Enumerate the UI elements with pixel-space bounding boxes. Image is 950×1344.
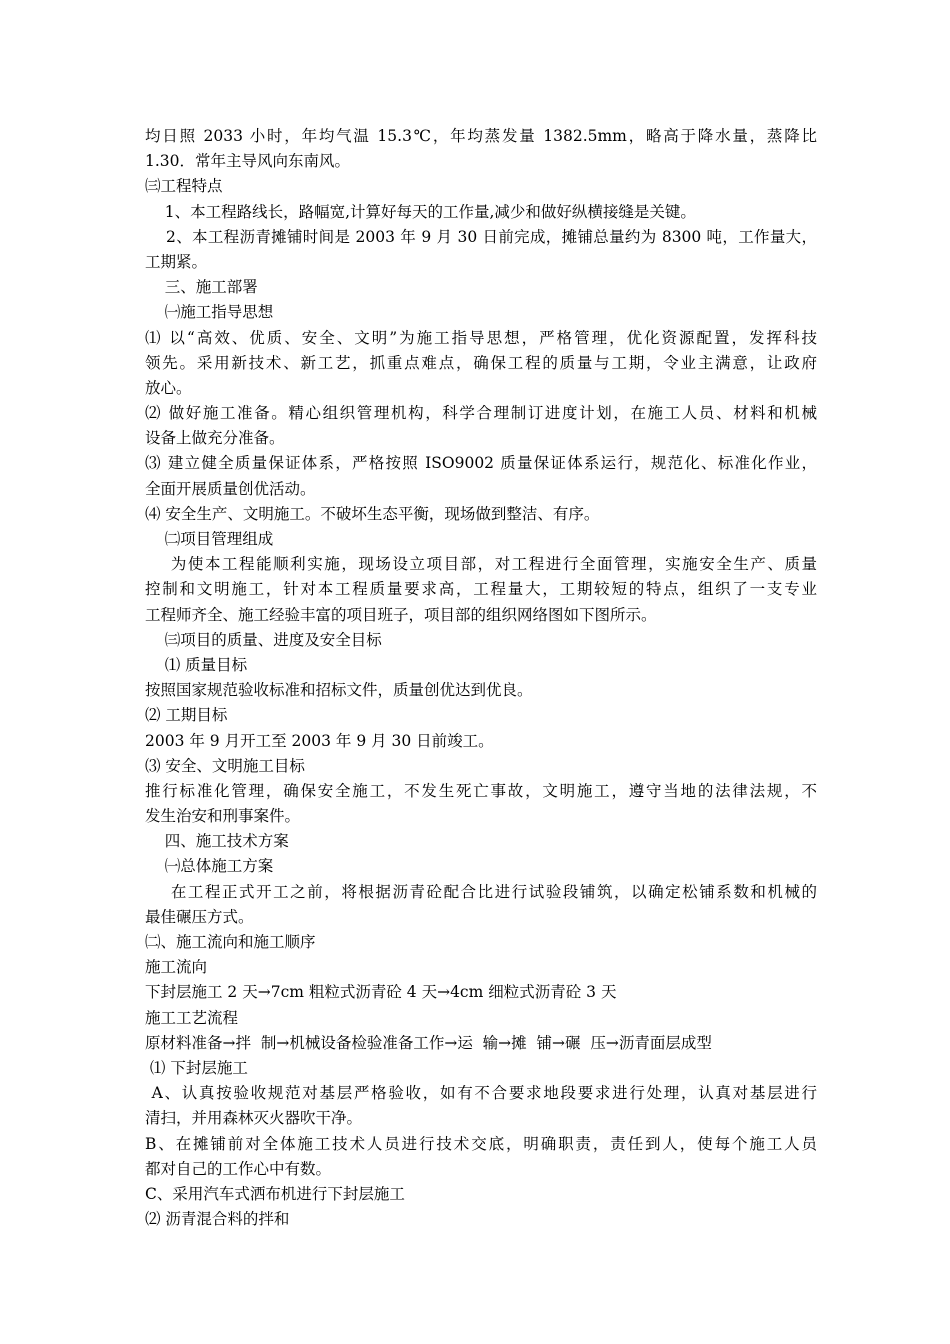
text-line: 原材料准备→拌 制→机械设备检验准备工作→运 输→摊 铺→碾 压→沥青面层成型 [145, 1033, 712, 1052]
text-line: 最佳碾压方式。 [145, 907, 254, 926]
text-line: ⑵ 工期目标 [145, 706, 228, 725]
text-line: ㈡、施工流向和施工顺序 [145, 933, 316, 951]
text-line: 工程师齐全、施工经验丰富的项目班子，项目部的组织网络图如下图所示。 [145, 605, 657, 624]
text-line: 推行标准化管理，确保安全施工，不发生死亡事故，文明施工，遵守当地的法律法规，不 [145, 781, 817, 800]
text-line: ㈠总体施工方案 [145, 857, 274, 876]
text-line: 控制和文明施工，针对本工程质量要求高，工程量大，工期较短的特点，组织了一支专业 [145, 580, 817, 599]
text-line: ⑷ 安全生产、文明施工。不破坏生态平衡，现场做到整洁、有序。 [145, 504, 600, 523]
text-line: ⑵ 做好施工准备。精心组织管理机构，科学合理制订进度计划，在施工人员、材料和机械 [145, 404, 817, 423]
text-line: ⑶ 安全、文明施工目标 [145, 756, 305, 775]
text-line: 清扫，并用森林灭火器吹干净。 [145, 1109, 363, 1128]
text-line: 工期紧。 [145, 252, 208, 271]
text-line: 1.30．常年主导风向东南风。 [145, 152, 351, 171]
text-line: 四、施工技术方案 [145, 832, 289, 851]
text-line: 均日照 2033 小时，年均气温 15.3℃，年均蒸发量 1382.5mm，略高于降水量，蒸降比 [145, 127, 817, 145]
text-line: 下封层施工 2 天→7cm 粗粒式沥青砼 4 天→4cm 细粒式沥青砼 3 天 [145, 983, 617, 1002]
text-line: ㈡项目管理组成 [145, 530, 274, 548]
text-line: ㈠施工指导思想 [145, 303, 274, 322]
text-line: ㈢项目的质量、进度及安全目标 [145, 630, 382, 649]
text-line: B、在摊铺前对全体施工技术人员进行技术交底，明确职责，责任到人，使每个施工人员 [145, 1134, 817, 1153]
text-line: ⑶ 建立健全质量保证体系，严格按照 ISO9002 质量保证体系运行，规范化、标准化作业， [145, 454, 817, 473]
text-lines [145, 124, 817, 1232]
document-body [145, 124, 817, 1232]
text-line: 发生治安和刑事案件。 [145, 807, 301, 826]
text-line: 按照国家规范验收标准和招标文件，质量创优达到优良。 [145, 681, 533, 700]
text-line: C、采用汽车式洒布机进行下封层施工 [145, 1184, 405, 1203]
text-line: 全面开展质量创优活动。 [145, 479, 316, 498]
text-line: 2003 年 9 月开工至 2003 年 9 月 30 日前竣工。 [145, 731, 494, 750]
text-line: 在工程正式开工之前，将根据沥青砼配合比进行试验段铺筑，以确定松铺系数和机械的 [145, 882, 817, 901]
text-line: ⑵ 沥青混合料的拌和 [145, 1210, 290, 1229]
text-line: 领先。采用新技术、新工艺，抓重点难点，确保工程的质量与工期，令业主满意，让政府 [145, 353, 817, 372]
text-line: 施工工艺流程 [145, 1008, 239, 1027]
text-line: 设备上做充分准备。 [145, 429, 285, 448]
text-line: ⑴ 质量目标 [145, 655, 248, 674]
text-line: 都对自己的工作心中有数。 [145, 1159, 332, 1178]
text-line: 2、本工程沥青摊铺时间是 2003 年 9 月 30 日前完成，摊铺总量约为 8300 吨，工作量大， [145, 227, 817, 246]
text-line: 1、本工程路线长，路幅宽,计算好每天的工作量,减少和做好纵横接缝是关键。 [145, 202, 696, 221]
text-line: ⑴ 下封层施工 [145, 1058, 248, 1077]
text-line: ⑴ 以“高效、优质、安全、文明”为施工指导思想，严格管理，优化资源配置，发挥科技 [145, 328, 817, 347]
text-line: 施工流向 [145, 958, 208, 977]
text-line: 放心。 [145, 378, 192, 397]
text-line: ㈢工程特点 [145, 177, 223, 196]
text-line: 为使本工程能顺利实施，现场设立项目部，对工程进行全面管理，实施安全生产、质量 [145, 555, 817, 574]
text-line: A、认真按验收规范对基层严格验收，如有不合要求地段要求进行处理，认真对基层进行 [145, 1084, 817, 1103]
text-line: 三、施工部署 [145, 278, 258, 297]
